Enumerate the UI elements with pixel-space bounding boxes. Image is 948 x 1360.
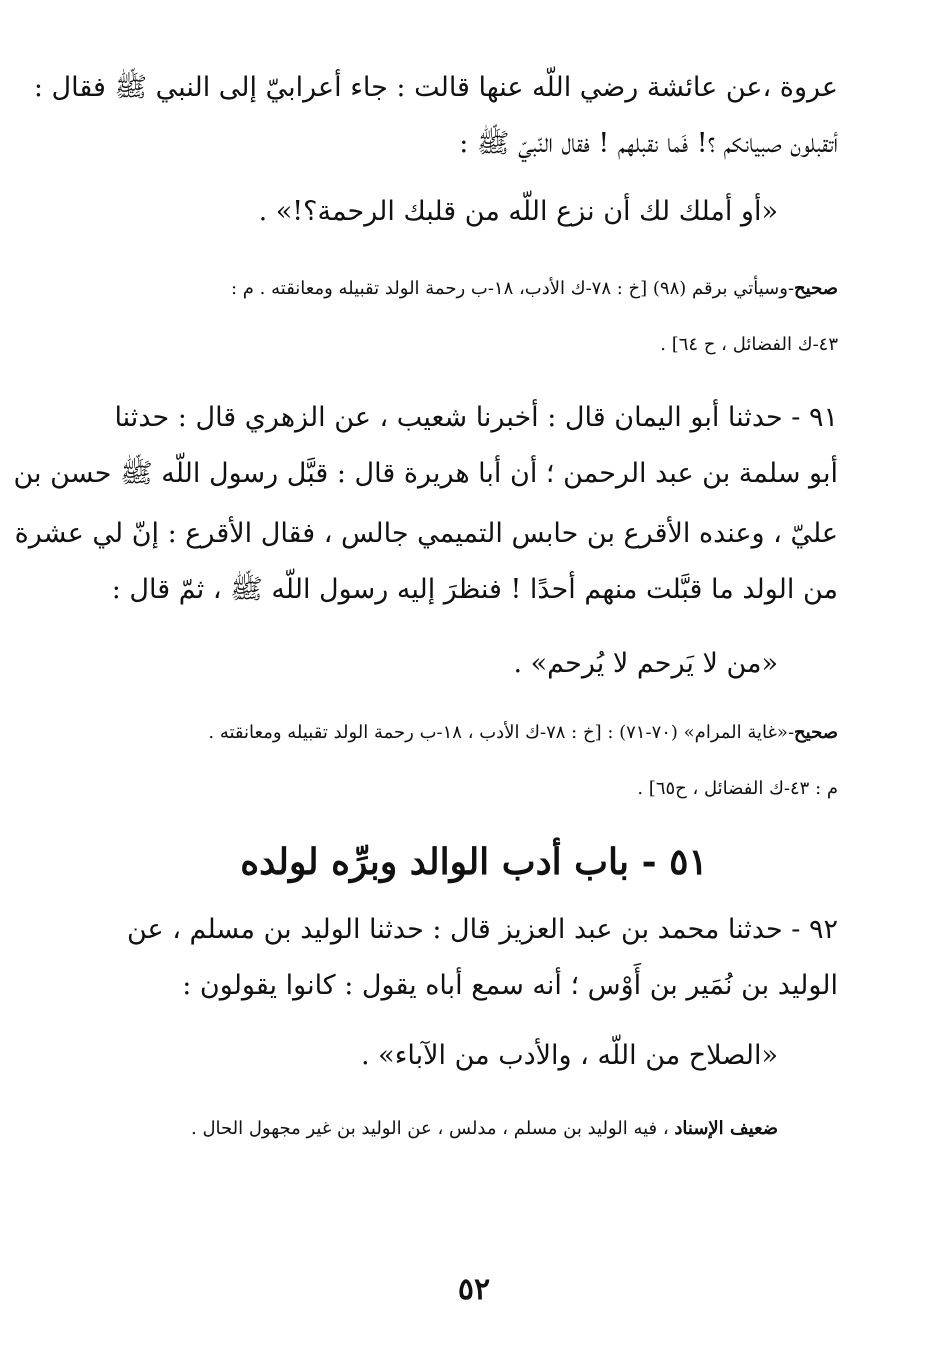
hadith-quote: «من لا يَرحم لا يُرحم» . <box>513 648 778 679</box>
footnote-line: ٤٣-ك الفضائل ، ح ٦٤] . <box>660 334 838 355</box>
text-line: ٩٢ - حدثنا محمد بن عبد العزيز قال : حدثنا الوليد بن مسلم ، عن <box>126 914 838 945</box>
page-number: ٥٢ <box>457 1272 491 1307</box>
hadith-quote: «أو أملك لك أن نزع اللّه من قلبك الرحمة؟!» . <box>258 196 778 227</box>
footnote-text: -وسيأتي برقم (٩٨) [خ : ٧٨-ك الأدب، ١٨-ب رحمة الولد تقبيله ومعانقته . م : <box>231 278 795 299</box>
text-line: من الولد ما قبَّلت منهم أحدًا ! فنظرَ إليه رسول اللّه ﷺ ، ثمّ قال : <box>111 574 838 605</box>
grade-label: صحيح <box>794 278 838 299</box>
footnote-line <box>208 718 838 748</box>
text-line: أبو سلمة بن عبد الرحمن ؛ أن أبا هريرة قال : قبَّل رسول اللّه ﷺ حسن بن <box>13 458 838 489</box>
footnote-text: -«غاية المرام» (٧٠-٧١) : [خ : ٧٨-ك الأدب ، ١٨-ب رحمة الولد تقبيله ومعانقته . <box>208 722 795 743</box>
footnote-text: ، فيه الوليد بن مسلم ، مدلس ، عن الوليد بن غير مجهول الحال . <box>191 1118 669 1139</box>
footnote-line <box>191 1114 778 1144</box>
text-line: ٩١ - حدثنا أبو اليمان قال : أخبرنا شعيب ، عن الزهري قال : حدثنا <box>114 402 838 433</box>
text-line: عروة ،عن عائشة رضي اللّه عنها قالت : جاء أعرابيّ إلى النبي ﷺ فقال : <box>33 72 838 103</box>
text-line: أتقبلون صبيانكم ؟! فَما نقبلهم ! فقال النّبيّ ﷺ : <box>459 128 838 159</box>
footnote-line <box>231 274 838 304</box>
grade-label: ضعيف الإسناد <box>674 1118 778 1139</box>
text-line: الوليد بن نُمَير بن أَوْس ؛ أنه سمع أباه يقول : كانوا يقولون : <box>182 970 838 1001</box>
text-line: عليّ ، وعنده الأقرع بن حابس التميمي جالس ، فقال الأقرع : إنّ لي عشرة <box>14 518 838 549</box>
footnote-line: م : ٤٣-ك الفضائل ، ح٦٥] . <box>637 778 838 799</box>
chapter-heading: ٥١ - باب أدب الوالد وبرِّه لولده <box>240 841 708 883</box>
hadith-quote: «الصلاح من اللّه ، والأدب من الآباء» . <box>361 1040 778 1071</box>
grade-label: صحيح <box>794 722 838 743</box>
